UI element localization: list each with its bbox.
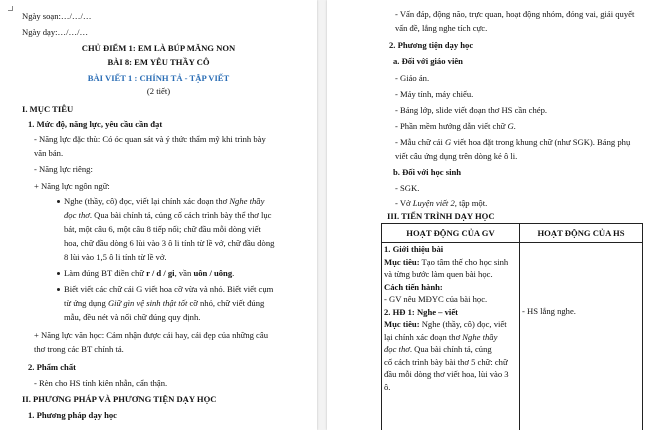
hs-listen: - HS lắng nghe. [522, 306, 576, 316]
bullet-text-line: đọc thơ. Qua bài chính tả, củng cố cách trình bày thể thơ lục [64, 210, 272, 220]
teacher-item: - Máy tính, máy chiếu. [395, 89, 474, 99]
activity-two-title: 2. HĐ 1: Nghe – viết [384, 306, 458, 317]
section-methods: II. PHƯƠNG PHÁP VÀ PHƯƠNG TIỆN DẠY HỌC [22, 394, 217, 404]
bullet-text-line: mẫu, đều nét và nối chữ đúng quy định. [64, 312, 201, 322]
goal2-line: cố cách trình bày bài thơ 5 chữ: chữ [384, 356, 508, 367]
teacher-heading: a. Đối với giáo viên [393, 56, 463, 66]
student-heading: b. Đối với học sinh [393, 167, 462, 177]
literature-competence: + Năng lực văn học: Cảm nhận được cái hay, cái đẹp của những câu [34, 330, 268, 340]
student-item: - SGK. [395, 183, 420, 193]
bullet-dot [57, 272, 60, 275]
subheading-quality: 2. Phẩm chất [28, 362, 76, 372]
date-teach: Ngày dạy:…/…/… [22, 27, 89, 37]
bullet-dot [57, 200, 60, 203]
teacher-item: - Mẫu chữ cái G viết hoa đặt trong khung chữ (như SGK). Bảng phụ [395, 137, 631, 147]
goal-line: Mục tiêu: Tạo tâm thế cho học sinh [384, 256, 509, 267]
gv-intro: - GV nêu MĐYC của bài học. [384, 294, 488, 304]
goal2-line: ô. [384, 381, 391, 392]
teacher-item: - Phần mềm hướng dẫn viết chữ G. [395, 121, 516, 131]
bullet-text-line: Làm đúng BT điền chữ r / d / gi, vần uôn / uông. [64, 268, 235, 278]
goal2-line: lại chính xác đoạn thơ Nghe thầy [384, 331, 498, 342]
bullet-text-line: 8 lùi vào 1,5 ô li tính từ lề vở. [64, 252, 167, 262]
sublesson-title: BÀI VIẾT 1 : CHÍNH TẢ - TẬP VIẾT [87, 73, 230, 83]
section-process: III. TIẾN TRÌNH DẠY HỌC [387, 211, 495, 221]
goal2-line: Mục tiêu: Nghe (thầy, cô) đọc, viết [384, 319, 507, 329]
method-text: - Vấn đáp, động não, trực quan, hoạt động nhóm, đóng vai, giải quyết [395, 9, 635, 19]
goal2-line: đọc thơ. Qua bài chính tả, củng [384, 344, 492, 354]
document-page-left [0, 0, 317, 430]
subheading-competence: 1. Mức độ, năng lực, yêu cầu cần đạt [28, 119, 163, 129]
method-text: vấn đề, lắng nghe tích cực. [395, 23, 488, 33]
general-competence-line: văn bản. [34, 148, 64, 158]
document-page-right [327, 0, 650, 430]
student-activity-cell [520, 243, 643, 430]
lesson-title: BÀI 8: EM YÊU THẦY CÔ [107, 57, 210, 67]
general-competence-line: - Năng lực đặc thù: Có óc quan sát và ý thức thẩm mỹ khi trình bày [34, 134, 266, 144]
duration: (2 tiết) [146, 86, 171, 96]
teacher-item: - Bảng lớp, slide viết đoạn thơ HS cần chép. [395, 105, 548, 115]
subheading-means: 2. Phương tiện dạy học [389, 40, 474, 50]
theme-title: CHỦ ĐIỂM 1: EM LÀ BÚP MĂNG NON [81, 43, 236, 53]
subheading-method: 1. Phương pháp dạy học [28, 410, 117, 420]
col-header-student: HOẠT ĐỘNG CỦA HS [520, 224, 643, 243]
quality-text: - Rèn cho HS tính kiên nhẫn, cẩn thận. [34, 378, 168, 388]
bullet-text-line: Nghe (thầy, cô) đọc, viết lại chính xác đoạn thơ Nghe thầy [64, 196, 265, 206]
activity-intro-title: 1. Giới thiệu bài [384, 244, 444, 254]
col-header-teacher: HOẠT ĐỘNG CỦA GV [382, 224, 520, 243]
bullet-dot [57, 288, 60, 291]
bullet-text-line: từ ứng dụng Giữ gìn vệ sinh thật tốt cỡ nhỏ, chữ viết đúng [64, 298, 265, 308]
student-item: - Vở Luyện viết 2, tập một. [395, 198, 488, 208]
teacher-activity-cell [382, 243, 520, 430]
bullet-text-line: hoa, chữ đầu dòng 6 lùi vào 3 ô li tính từ lề vở, chữ đầu dòng [64, 238, 275, 248]
literature-competence: thơ trong các BT chính tả. [34, 344, 124, 354]
bullet-text-line: Biết viết các chữ cái G viết hoa cỡ vừa và nhỏ. Biết viết cụm [64, 284, 274, 294]
bullet-text-line: bát, một câu 6, một câu 8 tiếp nối; chữ đầu mỗi dòng viết [64, 224, 261, 234]
date-compose: Ngày soạn:…/…/… [22, 11, 92, 21]
teacher-item: viết câu ứng dụng trên dòng kẻ ô li. [395, 151, 518, 161]
goal2-line: đầu mỗi dòng thơ viết hoa, lùi vào 3 [384, 369, 509, 379]
lesson-plan-table [381, 223, 643, 430]
goal-line: và từng bước làm quen bài học. [384, 269, 493, 279]
teacher-item: - Giáo án. [395, 73, 430, 83]
how-label: Cách tiến hành: [384, 281, 443, 292]
language-competence: + Năng lực ngôn ngữ: [34, 181, 110, 191]
table-header-row [382, 224, 643, 243]
section-objectives: I. MỤC TIÊU [22, 104, 74, 114]
page-margin-mark [8, 6, 13, 11]
table-row [382, 243, 643, 430]
specific-competence: - Năng lực riêng: [34, 164, 93, 174]
